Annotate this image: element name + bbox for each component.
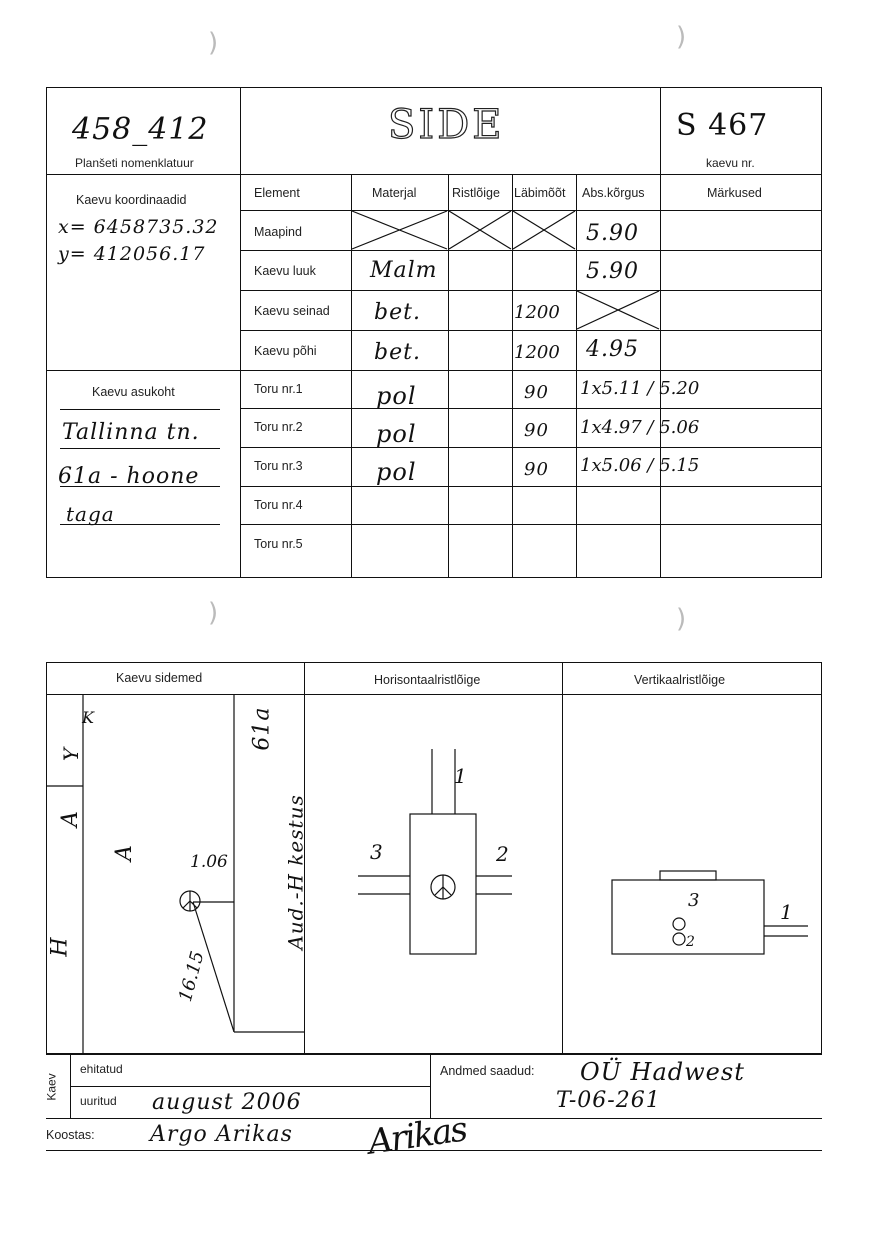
built-label: ehitatud [80,1062,123,1076]
distance-top: 1.06 [190,852,228,872]
column-header-remarks: Märkused [707,186,762,200]
row-label: Toru nr.2 [254,420,303,434]
diameter-value: 90 [524,382,549,403]
row-label: Kaevu seinad [254,304,330,318]
nomenclature-label: Planšeti nomenklatuur [75,156,194,170]
row-label: Toru nr.3 [254,459,303,473]
row-label: Maapind [254,225,302,239]
data-source-code: T-06-261 [556,1088,661,1113]
well-number-label: kaevu nr. [706,156,755,170]
sketch-arrow-label: A [111,844,137,861]
well-number-value: S 467 [676,108,769,143]
author-value: Argo Arikas [150,1122,293,1147]
diameter-value: 90 [524,420,549,441]
punch-hole-mark: ) [676,22,687,52]
data-source-label: Andmed saadud: [440,1064,535,1078]
coordinate-x: x= 6458735.32 [58,216,219,238]
sketch-mark: K [82,708,95,727]
height-value: 1x4.97 / 5.06 [580,417,700,438]
row-label: Toru nr.1 [254,382,303,396]
surveyed-label: uuritud [80,1094,117,1108]
height-value: 4.95 [586,337,639,362]
coordinates-label: Kaevu koordinaadid [76,193,187,207]
column-header-element: Element [254,186,300,200]
pipe-label-2: 2 [496,842,510,866]
height-value: 1x5.06 / 5.15 [580,455,700,476]
punch-hole-mark: ) [208,598,219,628]
data-source-value: OÜ Hadwest [580,1058,745,1086]
material-value: pol [376,382,417,410]
section-label-horizontal: Horisontaalristlõige [374,673,481,687]
diameter-value: 1200 [514,302,560,323]
row-label: Toru nr.5 [254,537,303,551]
street-label: Aud.-H kestus [283,794,308,950]
distance-diagonal: 16.15 [174,948,209,1005]
material-value: bet. [374,340,421,365]
horizontal-section-drawing [304,694,562,1054]
material-value: pol [376,458,417,486]
pipe-label-3: 3 [370,840,384,864]
location-line-3: taga [66,502,115,526]
pipe-label-1: 1 [454,764,468,788]
surveyed-value: august 2006 [152,1090,302,1115]
coordinate-y: y= 412056.17 [58,243,206,265]
material-value: Malm [370,258,438,283]
location-line-1: Tallinna tn. [62,420,200,445]
page-title: SIDE [388,102,505,148]
nomenclature-value: 458_412 [72,112,209,147]
building-label: 61a [249,706,275,751]
v-pipe-label-3: 3 [688,890,701,911]
column-header-diameter: Läbimõõt [514,186,566,200]
row-label: Kaevu luuk [254,264,316,278]
location-label: Kaevu asukoht [92,385,175,399]
height-value: 1x5.11 / 5.20 [580,378,700,399]
section-label-connections: Kaevu sidemed [116,671,203,685]
material-value: bet. [374,300,421,325]
diameter-value: 90 [524,459,549,480]
sketch-mark: Y [59,746,84,762]
material-value: pol [376,420,417,448]
punch-hole-mark: ) [208,28,219,58]
signature: Arikas [365,1109,469,1163]
diameter-value: 1200 [514,342,560,363]
vertical-section-drawing [562,694,822,1054]
v-pipe-label-1: 1 [780,900,794,924]
section-label-vertical: Vertikaalristlõige [634,673,726,687]
height-value: 5.90 [586,221,639,246]
well-side-label: Kaev [44,1073,59,1101]
author-label: Koostas: [46,1128,95,1142]
column-header-material: Materjal [372,186,417,200]
column-header-cross-section: Ristlõige [452,186,500,200]
sketch-mark: H [47,936,73,957]
punch-hole-mark: ) [676,604,687,634]
column-header-abs-height: Abs.kõrgus [582,186,645,200]
location-line-2: 61a - hoone [58,464,200,489]
row-label: Kaevu põhi [254,344,317,358]
sketch-mark: A [57,810,83,827]
height-value: 5.90 [586,259,639,284]
v-pipe-label-2: 2 [686,934,696,950]
row-label: Toru nr.4 [254,498,303,512]
